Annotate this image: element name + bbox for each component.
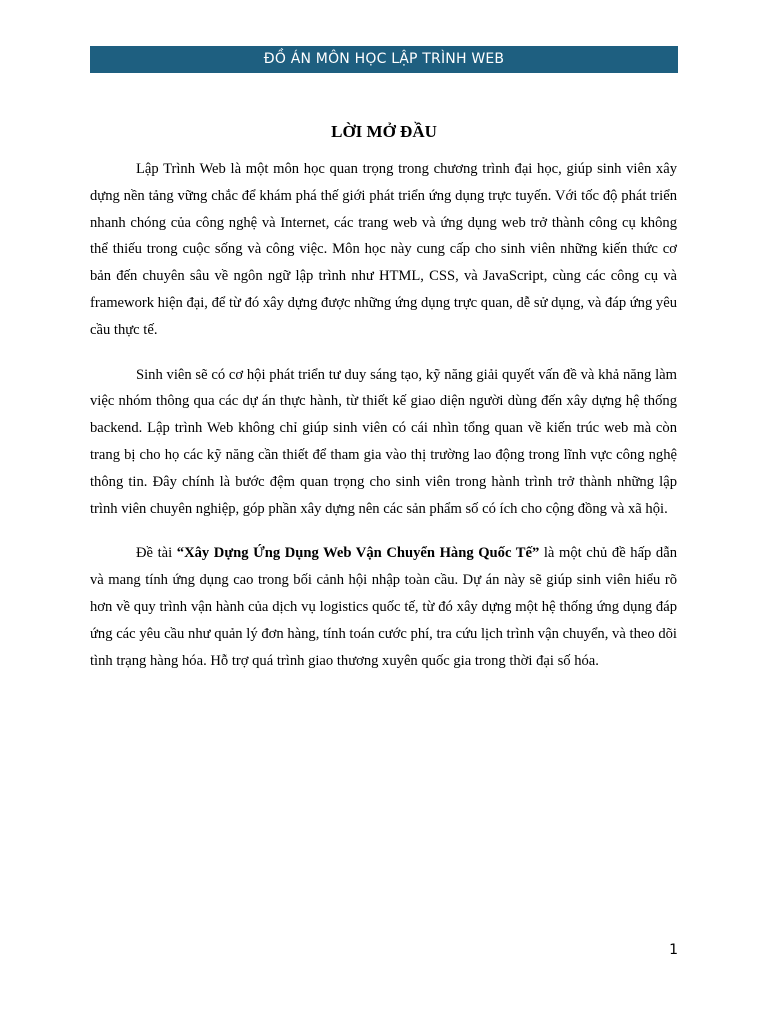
page-number: 1 xyxy=(669,942,678,958)
document-body xyxy=(90,156,677,692)
header-banner xyxy=(90,46,678,73)
page-title: LỜI MỞ ĐẦU xyxy=(331,122,437,141)
topic-prefix: Đề tài xyxy=(136,545,177,562)
topic-title: “Xây Dựng Ứng Dụng Web Vận Chuyển Hàng Quốc Tế” xyxy=(176,545,540,562)
paragraph-skills: Sinh viên sẽ có cơ hội phát triển tư duy sáng tạo, kỹ năng giải quyết vấn đề và khả năng làm việc nhóm thông qua các dự án thực hành, từ thiết kế giao diện người dùng đến xây dựng hệ thống backend. Lập trình Web không chỉ giúp sinh viên có cái nhìn tổng quan về kiến trúc web mà còn trang bị cho họ các kỹ năng cần thiết để tham gia vào thị trường lao động trong lĩnh vực công nghệ thông tin. Đây chính là bước đệm quan trọng cho sinh viên trong hành trình trở thành những lập trình viên chuyên nghiệp, góp phần xây dựng nên các sản phẩm số có ích cho cộng đồng và xã hội. xyxy=(90,366,677,517)
paragraph-intro: Lập Trình Web là một môn học quan trọng trong chương trình đại học, giúp sinh viên xây dựng nền tảng vững chắc để khám phá thế giới phát triển ứng dụng trực tuyến. Với tốc độ phát triển nhanh chóng của công nghệ và Internet, các trang web và ứng dụng web trở thành công cụ không thể thiếu trong cuộc sống và công việc. Môn học này cung cấp cho sinh viên những kiến thức cơ bản đến chuyên sâu về ngôn ngữ lập trình như HTML, CSS, và JavaScript, cùng các công cụ và framework hiện đại, để từ đó xây dựng được những ứng dụng trực quan, dễ sử dụng, và đáp ứng yêu cầu thực tế. xyxy=(90,161,677,338)
topic-suffix: là một chủ đề hấp dẫn và mang tính ứng dụng cao trong bối cảnh hội nhập toàn cầu. Dự án này sẽ giúp sinh viên hiểu rõ hơn về quy trình vận hành của dịch vụ logistics quốc tế, từ đó xây dựng một hệ thống ứng dụng đáp ứng các yêu cầu như quản lý đơn hàng, tính toán cước phí, tra cứu lịch trình vận chuyển, và theo dõi tình trạng hàng hóa. Hỗ trợ quá trình giao thương xuyên quốc gia trong thời đại số hóa. xyxy=(90,545,677,669)
header-banner-text: ĐỒ ÁN MÔN HỌC LẬP TRÌNH WEB xyxy=(263,51,505,67)
paragraph-topic xyxy=(90,540,677,674)
